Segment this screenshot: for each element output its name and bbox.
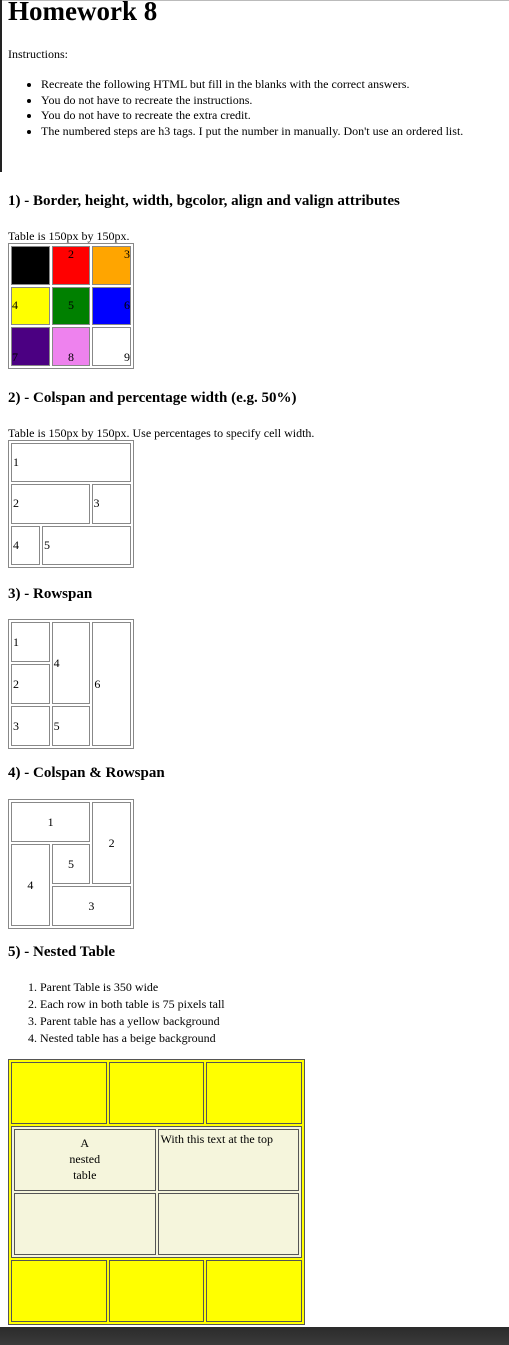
section-1-heading: 1) - Border, height, width, bgcolor, align and valign attributes xyxy=(8,193,400,209)
cr-cell-2: 2 xyxy=(92,802,131,884)
grid-cell-3: 3 xyxy=(92,246,131,285)
nested-steps-list xyxy=(8,979,225,1047)
rowspan-table xyxy=(8,619,134,749)
colspan-cell-5: 5 xyxy=(42,526,131,565)
nested-child-table xyxy=(11,1126,302,1258)
rowspan-cell-6: 6 xyxy=(92,622,131,746)
cr-cell-5: 5 xyxy=(52,844,91,884)
bottom-taskbar-strip xyxy=(0,1327,509,1345)
grid-cell-9: 9 xyxy=(92,327,131,366)
nested-text-a: A xyxy=(80,1136,90,1150)
section-3-heading: 3) - Rowspan xyxy=(8,586,93,602)
section-2-heading: 2) - Colspan and percentage width (e.g. 50%) xyxy=(8,390,297,406)
parent-cell xyxy=(206,1260,302,1322)
rowspan-cell-3: 3 xyxy=(11,706,50,746)
step-item: 2. Each row in both table is 75 pixels tall xyxy=(40,996,225,1013)
section-5-heading: 5) - Nested Table xyxy=(8,944,116,960)
grid-cell-7: 7 xyxy=(11,327,50,366)
cr-cell-3: 3 xyxy=(52,886,131,926)
left-border xyxy=(0,0,2,172)
instruction-item: • You do not have to recreate the extra credit. xyxy=(41,108,463,124)
grid-cell-5: 5 xyxy=(52,287,91,326)
parent-cell xyxy=(206,1062,302,1124)
nested-text-c: table xyxy=(73,1168,97,1182)
parent-nested-row xyxy=(11,1126,302,1258)
cr-cell-1: 1 xyxy=(11,802,90,842)
color-grid-table xyxy=(8,243,134,369)
section-2-caption: Table is 150px by 150px. Use percentages to specify cell width. xyxy=(8,426,315,440)
colspan-table xyxy=(8,440,134,568)
rowspan-cell-2: 2 xyxy=(11,664,50,704)
cr-cell-4: 4 xyxy=(11,844,50,926)
colspan-cell-1: 1 xyxy=(11,443,131,482)
section-1-caption: Table is 150px by 150px. xyxy=(8,229,130,243)
grid-cell-1 xyxy=(11,246,50,285)
colspan-cell-3: 3 xyxy=(92,484,131,523)
parent-cell xyxy=(11,1260,107,1322)
section-4-heading: 4) - Colspan & Rowspan xyxy=(8,765,165,781)
nested-parent-table xyxy=(8,1059,305,1325)
instruction-item: • Recreate the following HTML but fill in the blanks with the correct answers. xyxy=(41,77,463,93)
colspan-rowspan-table xyxy=(8,799,134,929)
instructions-list xyxy=(8,77,463,139)
colspan-cell-2: 2 xyxy=(11,484,90,523)
grid-cell-8: 8 xyxy=(52,327,91,366)
instruction-item: • The numbered steps are h3 tags. I put the number in manually. Don't use an ordered list. xyxy=(41,124,463,140)
grid-cell-2: 2 xyxy=(52,246,91,285)
grid-cell-6: 6 xyxy=(92,287,131,326)
instruction-item: • You do not have to recreate the instructions. xyxy=(41,93,463,109)
nested-cell-top-text: With this text at the top xyxy=(158,1129,300,1191)
rowspan-cell-4: 4 xyxy=(52,622,91,704)
parent-cell xyxy=(11,1062,107,1124)
rowspan-cell-5: 5 xyxy=(52,706,91,746)
page-title: Homework 8 xyxy=(8,0,158,26)
parent-cell xyxy=(109,1062,205,1124)
nested-text-b: nested xyxy=(69,1152,101,1166)
nested-cell xyxy=(158,1193,300,1255)
parent-cell xyxy=(109,1260,205,1322)
nested-cell-a xyxy=(14,1129,156,1191)
nested-cell xyxy=(14,1193,156,1255)
grid-cell-4: 4 xyxy=(11,287,50,326)
colspan-cell-4: 4 xyxy=(11,526,40,565)
rowspan-cell-1: 1 xyxy=(11,622,50,662)
instructions-label: Instructions: xyxy=(8,47,68,61)
step-item: 4. Nested table has a beige background xyxy=(40,1030,225,1047)
step-item: 3. Parent table has a yellow background xyxy=(40,1013,225,1030)
step-item: 1. Parent Table is 350 wide xyxy=(40,979,225,996)
